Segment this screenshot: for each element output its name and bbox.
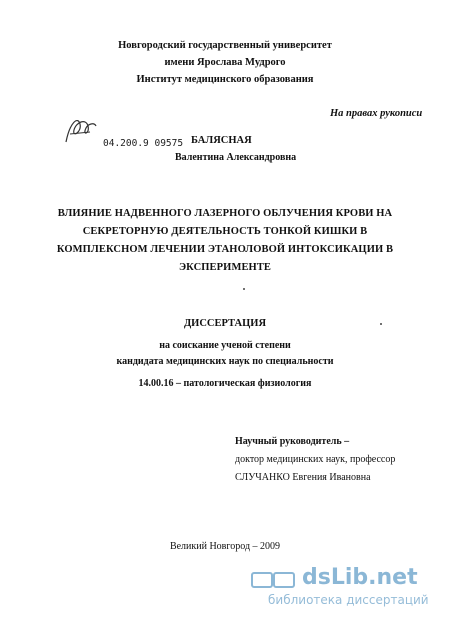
watermark-brand: dsLib.net	[302, 565, 418, 590]
dslib-watermark	[242, 565, 442, 613]
author-surname: БАЛЯСНАЯ	[191, 135, 252, 146]
specialty: 14.00.16 – патологическая физиология	[138, 378, 312, 389]
watermark-subtitle: библиотека диссертаций	[268, 593, 429, 607]
document-type: ДИССЕРТАЦИЯ	[183, 318, 267, 329]
rights-note: На правах рукописи	[330, 108, 423, 119]
supervisor-name: СЛУЧАНКО Евгения Ивановна	[235, 472, 371, 483]
title-line-4: ЭКСПЕРИМЕНТЕ	[178, 262, 272, 273]
degree-line-2: кандидата медицинских наук по специальности	[116, 356, 334, 367]
title-line-2: СЕКРЕТОРНУЮ ДЕЯТЕЛЬНОСТЬ ТОНКОЙ КИШКИ В	[82, 226, 368, 237]
supervisor-degree: доктор медицинских наук, профессор	[235, 454, 396, 465]
registration-number: 04.200.9 09575	[103, 138, 184, 149]
speck-mark	[243, 288, 245, 290]
institute-name: Институт медицинского образования	[136, 74, 314, 85]
title-line-3: КОМПЛЕКСНОМ ЛЕЧЕНИИ ЭТАНОЛОВОЙ ИНТОКСИКАЦИИ В	[56, 244, 394, 255]
university-name: Новгородский государственный университет	[118, 40, 332, 51]
dslib-logo-icon	[250, 567, 298, 593]
title-line-1: ВЛИЯНИЕ НАДВЕННОГО ЛАЗЕРНОГО ОБЛУЧЕНИЯ КРОВИ НА	[57, 208, 393, 219]
supervisor-heading: Научный руководитель –	[235, 436, 350, 447]
author-full-name: Валентина Александровна	[175, 152, 297, 163]
place-and-year: Великий Новгород – 2009	[169, 541, 281, 552]
handwritten-signature	[60, 112, 100, 148]
degree-line-1: на соискание ученой степени	[159, 340, 291, 351]
university-honorific: имени Ярослава Мудрого	[164, 57, 286, 68]
